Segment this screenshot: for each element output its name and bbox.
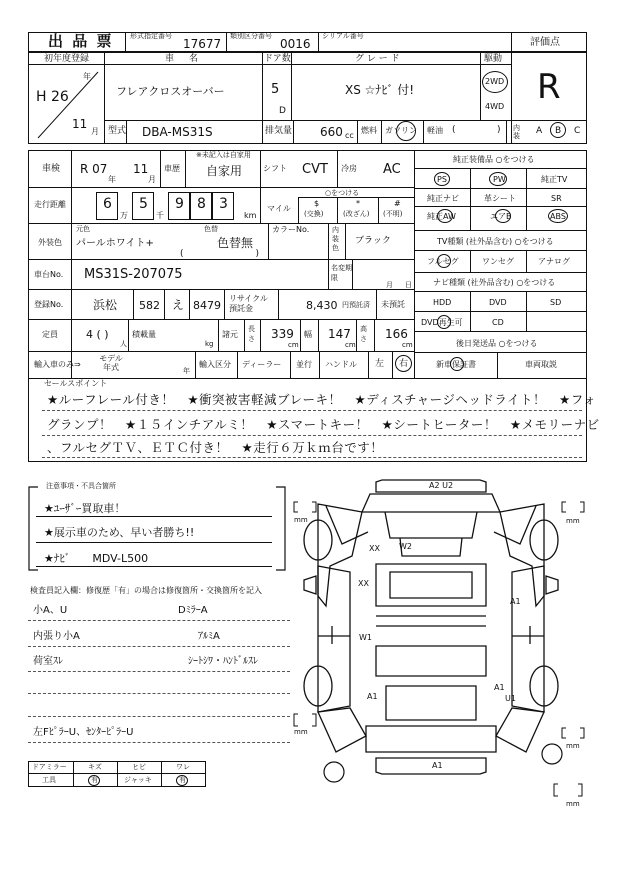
plate-class: 582: [139, 299, 160, 312]
transfer-day-unit: 日: [405, 281, 412, 289]
oem-abs-circle: [548, 209, 568, 223]
import-parallel: 並行: [296, 360, 312, 369]
plate-number: 8479: [193, 299, 221, 312]
later-ship-header: 後日発送品 ○をつける: [456, 339, 538, 348]
ac-label: 冷房: [341, 164, 357, 173]
oem-airbag-circle: [495, 209, 511, 223]
oem-equipment-header: 純正装備品 ○をつける: [453, 155, 535, 164]
original-color-value: パールホワイト+: [76, 238, 154, 249]
form-title: 出 品 票: [48, 32, 114, 50]
import-label: 輸入車のみ⇒: [34, 360, 81, 369]
inspector-row-1-left: 小A、U: [33, 605, 68, 616]
mm-unit-fr: mm: [566, 517, 580, 525]
history-note: ※未記入は自家用: [196, 151, 251, 159]
navi-dvd: DVD: [489, 298, 507, 307]
recycle-value: 8,430: [306, 299, 338, 312]
notes-line-1: ★ﾕｰｻﾞｰ買取車！: [44, 502, 126, 515]
interior-b-circle: [550, 122, 566, 138]
oem-aw-circle: [437, 209, 453, 223]
color-paren: ( ): [180, 249, 260, 259]
length-value: 339: [271, 327, 294, 341]
tv-type-header: TV種類 (社外品含む) ○をつける: [437, 237, 554, 246]
history-label: 車歴: [164, 164, 180, 173]
length-cm-unit: cm: [288, 341, 299, 349]
car-name: フレアクロスオーバー: [116, 85, 225, 98]
interior-color-label: 内装色: [332, 226, 339, 252]
fuel-diesel: 軽油: [427, 126, 443, 135]
import-dealer: ディーラー: [242, 360, 282, 369]
legend-tools-circle: [88, 775, 100, 786]
later-warranty: 新車保証書: [436, 360, 476, 369]
damage-right-quarter: U1: [505, 694, 516, 703]
later-warranty-circle: [450, 357, 464, 371]
mm-unit-fl: mm: [294, 516, 308, 524]
transfer-deadline-label: 名変期限: [331, 264, 352, 282]
color-change-value: 色替無: [217, 236, 254, 250]
length-label: 長さ: [248, 325, 255, 343]
height-label: 高さ: [360, 325, 367, 343]
interior-c: C: [574, 126, 581, 136]
inspector-label: 検査員記入欄：修復歴「有」の場合は修復箇所・交換箇所を記入: [30, 586, 262, 595]
displacement-value: 660: [320, 125, 343, 139]
sales-point-line-2: グランプ！ ★１５インチアルミ！ ★スマートキー！ ★シートヒーター！ ★メモリーナビ: [47, 417, 600, 432]
width-value: 147: [328, 327, 351, 341]
mileage-digit-3: 9: [175, 196, 184, 212]
import-type-label: 輸入区分: [199, 360, 231, 369]
history-value: 自家用: [206, 164, 243, 178]
reg-number-value: 17677: [183, 37, 222, 51]
doors-value: 5: [271, 82, 280, 97]
chassis-label: 車台No.: [34, 270, 64, 279]
handle-right-circle: [395, 355, 412, 372]
legend-jack-value: 有: [179, 776, 186, 784]
first-reg-month: 11: [72, 117, 88, 131]
eval-score: R: [537, 67, 561, 107]
plate-area: 浜松: [93, 298, 118, 312]
interior-a: A: [536, 126, 543, 136]
color-no-label: カラーNo.: [272, 225, 310, 234]
width-label: 幅: [304, 330, 312, 339]
model-label: 型式: [108, 126, 127, 136]
height-cm-unit: cm: [402, 341, 413, 349]
mileage-circle-note: ○をつける: [325, 189, 360, 197]
inspection-month-unit: 月: [148, 175, 156, 184]
inspector-row-2-left: 内張り小A: [33, 631, 80, 642]
drive-4wd: 4WD: [485, 102, 505, 111]
category-number-label: 類別区分番号: [230, 32, 272, 40]
legend-break: ワレ: [176, 763, 190, 771]
interior-label: 内装: [513, 124, 520, 140]
car-name-label: 車 名: [165, 54, 202, 64]
month-unit: 月: [91, 127, 99, 136]
inspection-year-unit: 年: [108, 175, 116, 184]
recycle-unpaid: 未預託: [381, 300, 405, 309]
mm-unit-spare: mm: [566, 800, 580, 808]
navi-cd: CD: [492, 318, 504, 327]
grade-value: XS ☆ﾅﾋﾞ 付!: [345, 83, 415, 97]
tamper-mark: *: [356, 199, 360, 208]
drive-2wd: 2WD: [485, 77, 505, 86]
damage-front-door-left: XX: [358, 579, 369, 588]
displacement-label: 排気量: [265, 126, 293, 136]
legend-jack: ジャッキ: [124, 776, 152, 784]
notes-label: 注意事項・不具合箇所: [46, 482, 116, 490]
plate-kana: え: [172, 298, 185, 312]
recycle-label: リサイクル預託金: [229, 294, 268, 313]
tv-fullseg: フルセグ: [427, 257, 459, 266]
mileage-label: 走行距離: [34, 200, 66, 209]
navi-sd: SD: [550, 298, 562, 307]
damage-left-door: W1: [359, 633, 372, 642]
person-unit: 人: [120, 340, 127, 348]
interior-b: B: [555, 126, 562, 136]
oem-item-leather: 革シート: [484, 194, 516, 203]
exterior-color-label: 外装色: [38, 238, 62, 247]
mm-unit-rl: mm: [294, 728, 308, 736]
oem-item-sr: SR: [551, 194, 562, 203]
notes-line-3: ★ﾅﾋﾞ MDV-L500: [44, 552, 149, 565]
original-color-label: 元色: [76, 225, 90, 233]
eval-label: 評価点: [530, 37, 560, 48]
height-value: 166: [385, 327, 408, 341]
notes-line-2: ★展示車のため、早い者勝ち!!: [44, 526, 195, 539]
mileage-digit-2: 5: [139, 196, 148, 212]
drive-label: 駆動: [484, 54, 503, 64]
sales-point-label: セールスポイント: [44, 379, 108, 388]
mm-unit-rr: mm: [566, 742, 580, 750]
ac-value: AC: [383, 162, 401, 177]
fuel-paren-open: (: [452, 125, 456, 135]
sales-point-line-1: ★ルーフレール付き！ ★衝突被害軽減ブレーキ！ ★ディスチャージヘッドライト！ ★フォ: [47, 392, 597, 407]
inspector-row-1-right: DﾐﾗｰA: [178, 605, 208, 616]
oem-item-abs: ABS: [550, 212, 566, 221]
damage-left-rear: A1: [367, 692, 378, 701]
oem-item-pw: PW: [493, 175, 506, 184]
exchange-label: (交換): [304, 210, 324, 218]
inspection-month: 11: [133, 162, 149, 176]
inspector-row-6-left: 左FﾋﾟﾗｰU、ｾﾝﾀｰﾋﾟﾗｰU: [33, 727, 134, 738]
oem-item-navi: 純正ナビ: [427, 194, 459, 203]
tv-fullseg-circle: [437, 254, 451, 268]
reg-number-label: 形式指定番号: [130, 32, 172, 40]
fuel-label: 燃料: [361, 126, 377, 135]
width-cm-unit: cm: [345, 341, 356, 349]
navi-type-header: ナビ種類 (社外品含む) ○をつける: [433, 278, 556, 287]
kg-unit: kg: [205, 340, 214, 348]
navi-hdd: HDD: [433, 298, 452, 307]
interior-color-value: ブラック: [355, 236, 391, 246]
model-year-unit: 年: [183, 367, 190, 375]
tv-analog: アナログ: [538, 257, 570, 266]
recycle-unit: 円預託済: [342, 301, 370, 309]
serial-number-label: シリアル番号: [322, 32, 364, 40]
legend-door-mirror: ドアミラー: [32, 763, 67, 771]
load-label: 積載量: [132, 330, 156, 339]
shift-value: CVT: [302, 162, 328, 177]
capacity-value: 4 ( ): [86, 328, 109, 341]
damage-front-bumper: A2 U2: [429, 481, 454, 490]
year-unit: 年: [83, 72, 91, 81]
mileage-digit-1: 6: [103, 196, 112, 212]
unknown-mark: #: [394, 199, 401, 208]
fuel-paren-close: ): [497, 125, 501, 135]
shift-label: シフト: [263, 164, 287, 173]
tv-oneseg: ワンセグ: [482, 257, 514, 266]
fuel-gasoline-circle: [396, 121, 416, 141]
grade-label: グ レ ー ド: [355, 54, 400, 64]
sales-point-line-3: 、フルセグＴＶ、ＥＴＣ付き！ ★走行６万ｋｍ台です！: [47, 440, 384, 455]
mileage-digit-5: 3: [219, 196, 228, 212]
exchange-mark: $: [314, 199, 320, 208]
oem-item-ps: PS: [437, 175, 447, 184]
legend-scratch: キズ: [88, 763, 102, 771]
damage-rear-bumper: A1: [432, 761, 443, 770]
handle-label: ハンドル: [325, 360, 357, 369]
navi-dvd-play: DVD再生可: [421, 318, 463, 327]
damage-hood-left: XX: [369, 544, 380, 553]
color-change-label: 色替: [204, 225, 218, 233]
mileage-sen-unit: 千: [156, 211, 164, 220]
mile-label: マイル: [267, 204, 291, 213]
inspector-row-3-left: 荷室ｽﾚ: [33, 656, 63, 667]
fuel-gasoline: ガソリン: [385, 126, 417, 135]
oem-item-airbag: エアB: [490, 212, 512, 221]
category-number-value: 0016: [280, 37, 311, 51]
mileage-man-unit: 万: [120, 211, 128, 220]
inspector-row-2-right: ｱﾙﾐA: [198, 631, 220, 642]
oem-pw-circle: [489, 172, 507, 186]
legend-tools-value: 有: [91, 776, 98, 784]
capacity-label: 定員: [42, 330, 58, 339]
doors-label: ドア数: [264, 54, 291, 64]
first-reg-year: H 26: [36, 89, 69, 105]
door-type: D: [279, 106, 286, 116]
km-unit: km: [244, 211, 257, 220]
chassis-number: MS31S-207075: [84, 267, 183, 282]
unknown-label: (不明): [383, 210, 403, 218]
later-manual: 車両取説: [525, 360, 557, 369]
damage-right-rear: A1: [494, 683, 505, 692]
oem-item-tv: 純正TV: [541, 175, 568, 184]
model-value: DBA-MS31S: [142, 125, 213, 139]
legend-tools: 工具: [42, 776, 56, 784]
cc-unit: cc: [345, 131, 354, 140]
inspection-year: R 07: [80, 162, 108, 176]
legend-jack-circle: [176, 775, 188, 786]
handle-left: 左: [375, 359, 385, 369]
mileage-digit-4: 8: [197, 196, 206, 212]
damage-windshield: W2: [399, 542, 412, 551]
car-damage-diagram: [290, 476, 590, 806]
legend-crack: ヒビ: [132, 763, 146, 771]
dimensions-label: 諸元: [222, 330, 238, 339]
damage-right-door: A1: [510, 597, 521, 606]
oem-ps-circle: [434, 172, 450, 186]
reg-no-label: 登録No.: [34, 300, 64, 309]
tamper-label: (改ざん): [343, 210, 370, 218]
oem-item-aw: 純正AW: [427, 212, 456, 221]
model-year-label: モデル年式: [99, 354, 123, 372]
inspection-label: 車検: [42, 164, 61, 174]
transfer-month-unit: 月: [386, 281, 393, 289]
inspector-row-3-right: ｼｰﾄｼﾜ・ﾊﾝﾄﾞﾙｽﾚ: [188, 656, 258, 667]
handle-right: 右: [399, 359, 409, 369]
navi-dvd-play-circle: [437, 315, 451, 329]
first-reg-label: 初年度登録: [44, 54, 90, 64]
